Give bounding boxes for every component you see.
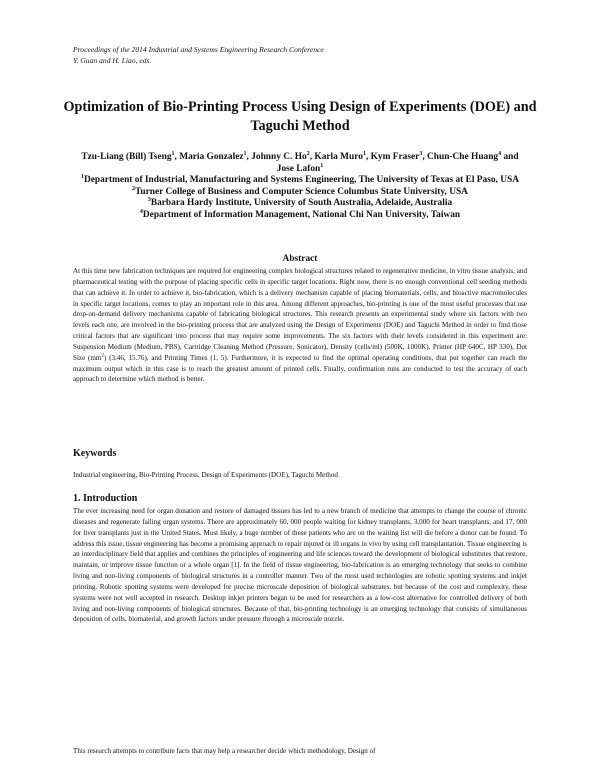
keywords-text: Industrial engineering, Bio-Printing Process, Design of Experiments (DOE), Taguchi Method xyxy=(73,471,338,479)
author-superscript: 4 xyxy=(498,150,502,157)
affiliation-superscript: 2 xyxy=(132,185,136,192)
author-name: Tzu-Liang (Bill) Tseng xyxy=(81,152,172,162)
author-name: , Karla Muro xyxy=(309,152,363,162)
abstract-text xyxy=(73,266,527,385)
abstract-superscript: 2 xyxy=(101,353,104,359)
paper-title: Optimization of Bio-Printing Process Using Design of Experiments (DOE) and Taguchi Method xyxy=(63,99,537,134)
abstract-text-part: ) (3.46, 15.76), and Printing Times (1, 5). Furthermore, it is expected to find the optimal operating conditions, that put together can reach the maximum output which in this case is to reach the greatest amount of printed cells. Finally, confirmation runs are conducted to test the accuracy of each approach to determine which method is better. xyxy=(73,353,527,384)
abstract-text-part: At this time new fabrication techniques are required for engineering complex biological structures related to regenerative medicine, in vitro tissue analysis, and pharmaceutical testing with the purpose of placing specific cells in specific target locations. Right now, there is no enough conventional cell seeding methods that can achieve it. In order to achieve it, bio-fabrication, which is a delivery mechanism capable of placing biomaterials, cells, and bioactive macromolecules in specific target locations, comes to play an important role in this area. Among different approaches, bio-printing is one of the most useful processes that use drop-on-demand delivery mechanisms capable of fabricating biological structures. This research presents an experimental study where six factors with two levels each one, are involved in the bio-printing process that are analyzed using the Design of Experiments (DOE) and Taguchi Method in order to find those critical factors that are significant into process that may require some improvements. The six factors with their levels considered in this experiment are: Suspension Medium (Medium, PBS), Cartridge Cleaning Method (Pressure, Sonicator), Density (cells/ml) (500K, 1000K), Printer (HP 640C, HP 330), Dot Size (mm xyxy=(73,267,527,362)
affiliation-superscript: 1 xyxy=(80,173,84,180)
abstract-heading: Abstract xyxy=(282,254,318,264)
affiliation-line xyxy=(72,187,528,199)
author-superscript: 1 xyxy=(320,162,324,169)
affiliation-line xyxy=(72,175,528,187)
author-superscript: 3 xyxy=(419,150,423,157)
author-name: , Johnny C. Ho xyxy=(246,152,307,162)
author-superscript: 1 xyxy=(171,150,175,157)
affiliation-text: Turner College of Business and Computer Science Columbus State University, USA xyxy=(135,186,468,197)
author-name: , Maria Gonzalez xyxy=(174,152,244,162)
author-names xyxy=(81,152,518,174)
keywords-heading: Keywords xyxy=(73,448,117,459)
affiliation-text: Department of Information Management, National Chi Nan University, Taiwan xyxy=(142,209,461,220)
introduction-paragraph: The ever increasing need for organ donation and restore of damaged tissues has led to a new branch of medicine that attempts to change the course of chronic diseases and regenerate failing organ systems. There are approximately 60, 000 people waiting for kidney transplants, 3,000 for heart transplants, and 17, 000 for liver transplants just in the United States. Most likely, a huge number of these patients who are on the waiting list will die before a donor can be found. To address this issue, tissue engineering has become a promising approach to repair injured or ill organs in vivo by using cell transplantation. Tissue engineering is an interdisciplinary field that applies and combines the principles of engineering and life sciences toward the development of biological substitutes that restore, maintain, or improve tissue function or a whole organ [1]. In the field of tissue engineering, bio-fabrication is an emerging technology that seeks to combine living and non-living components of biological structures in a controller manner. Two of the most used technologies are robotic spotting systems and inkjet printing. Robotic spotting systems were developed for precise microscale deposition of biological substrates, but because of the cost and complexity, these systems were not well accepted in research. Desktop inkjet printers began to be used for researchers as a low-cost alternative for controlled delivery of both living and non-living components of biological structures. Because of that, bio-printing technology is an emerging technology that consists of simultaneous deposition of cells, biomaterial, and growth factors under pressure through a microscale nozzle. xyxy=(73,507,527,624)
author-name: and Jose Lafon xyxy=(276,152,519,174)
author-superscript: 2 xyxy=(306,150,310,157)
author-superscript: 1 xyxy=(362,150,366,157)
affiliation-line xyxy=(72,210,528,222)
author-block xyxy=(72,152,528,221)
affiliation-superscript: 4 xyxy=(139,208,143,215)
editors-line: Y. Guan and H. Liao, eds. xyxy=(73,56,152,65)
affiliation-superscript: 3 xyxy=(147,196,151,203)
author-superscript: 1 xyxy=(243,150,247,157)
proceedings-line: Proceedings of the 2014 Industrial and Systems Engineering Research Conference xyxy=(73,45,324,54)
author-name: , Kym Fraser xyxy=(365,152,420,162)
author-name: , Chun-Che Huang xyxy=(422,152,499,162)
affiliation-text: Barbara Hardy Institute, University of South Australia, Adelaide, Australia xyxy=(150,198,453,208)
affiliation-text: Department of Industrial, Manufacturing and Systems Engineering, The University of Texas at El Paso, USA xyxy=(83,175,519,185)
introduction-heading: 1. Introduction xyxy=(73,493,138,504)
proceedings-header xyxy=(73,44,324,66)
introduction-paragraph: This research attempts to contribute facts that may help a researcher decide which methodology, Design of xyxy=(73,747,376,755)
